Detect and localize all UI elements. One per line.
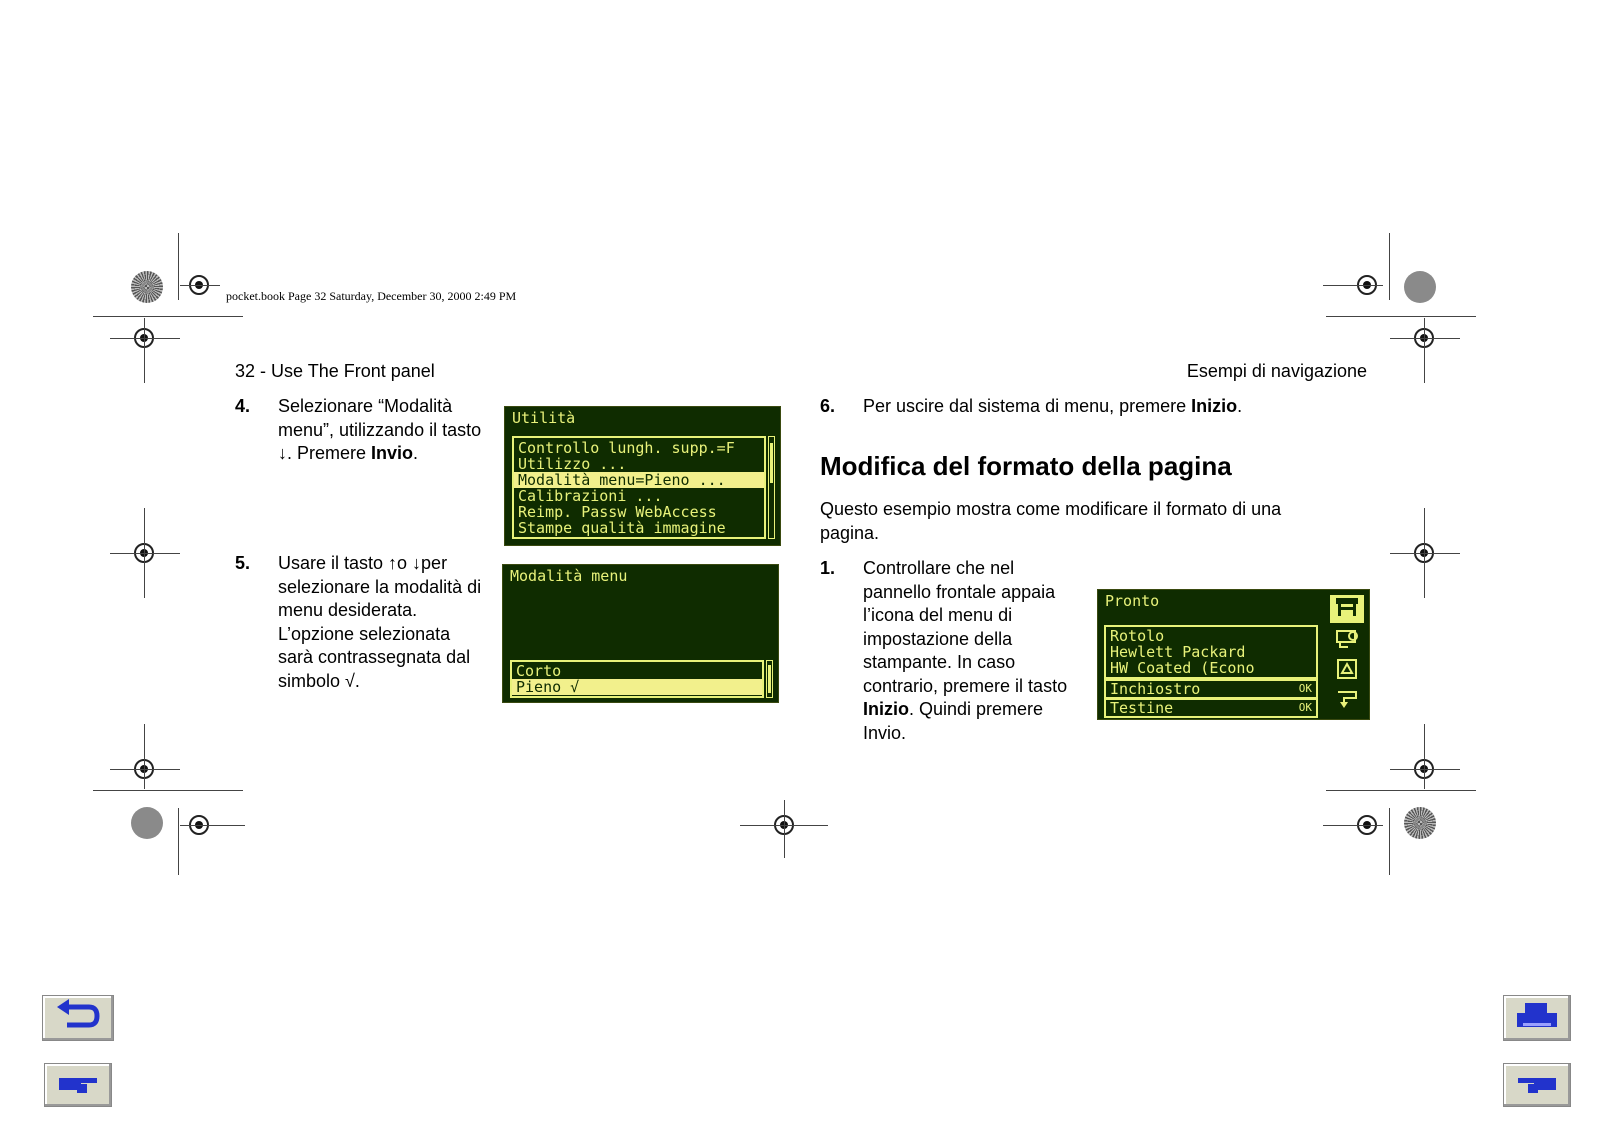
lcd-scrollbar <box>768 436 775 539</box>
step-text <box>278 395 493 466</box>
status-value: OK <box>1298 701 1312 714</box>
status-label: Inchiostro <box>1110 681 1201 697</box>
lcd-status-ink <box>1104 679 1318 699</box>
lcd-menu-list <box>510 660 764 698</box>
status-value: OK <box>1298 682 1312 695</box>
lcd-status-heads <box>1104 698 1318 718</box>
print-button[interactable] <box>1503 995 1571 1041</box>
step-text-part: Selezionare “Modalità menu”, utilizzando il tasto ↓. Premere <box>278 396 482 463</box>
lcd-menu-item: Utilizzo ... <box>518 456 627 472</box>
page-header-left: 32 - Use The Front panel <box>235 361 435 381</box>
step-text-part: . Quindi premere Invio. <box>863 699 1044 743</box>
lcd-info-line: HW Coated (Econo <box>1110 660 1255 676</box>
page-header-right: Esempi di navigazione <box>1186 361 1367 381</box>
lcd-scrollbar <box>766 660 773 698</box>
lcd-menu-item-selected: Pieno √ <box>512 679 762 695</box>
step-text-part: Controllare che nel pannello frontale appaia l’icona del menu di impostazione della stampante. In caso contrario, premere il tasto <box>863 558 1068 696</box>
step-text-bold: Invio <box>371 443 414 463</box>
lcd-info-line: Hewlett Packard <box>1110 644 1246 660</box>
lcd-menu-item: Corto <box>516 663 562 679</box>
lcd-menu-list <box>512 436 766 539</box>
lcd-menu-item: Controllo lungh. supp.=F <box>518 440 735 456</box>
step-text-part: Per uscire dal sistema di menu, premere <box>863 396 1192 416</box>
step-number: 4. <box>235 396 251 416</box>
step-number: 5. <box>235 553 251 573</box>
output-icon <box>1330 688 1364 716</box>
previous-page-button[interactable] <box>1503 1063 1571 1107</box>
lcd-title: Utilità <box>512 409 576 427</box>
step-text-bold: Inizio <box>1191 396 1238 416</box>
lcd-menu-item: Calibrazioni ... <box>518 488 663 504</box>
section-title: Modifica del formato della pagina <box>820 451 1232 481</box>
pointing-hand-left-icon <box>1514 1070 1560 1101</box>
step-text-part: . <box>1237 396 1243 416</box>
ink-icon <box>1330 657 1364 685</box>
back-button[interactable] <box>42 995 114 1041</box>
step-text <box>863 557 1081 745</box>
lcd-menu-item-selected: Modalità menu=Pieno ... <box>514 472 764 488</box>
lcd-title: Modalità menu <box>510 567 628 585</box>
lcd-menu-item: Stampe qualità immagine <box>518 520 726 536</box>
step-text <box>863 395 1383 419</box>
step-number: 6. <box>820 396 836 416</box>
status-label: Testine <box>1110 700 1174 716</box>
step-text-bold: Inizio <box>863 699 909 719</box>
lcd-menu-item: Reimp. Passw WebAccess <box>518 504 717 520</box>
lcd-media-info <box>1104 625 1318 679</box>
lcd-modalita-panel <box>503 565 778 702</box>
return-arrow-icon <box>53 999 103 1038</box>
lcd-pronto-panel <box>1098 590 1369 719</box>
step-text-part: . <box>413 443 419 463</box>
roll-icon <box>1330 626 1364 654</box>
next-page-button[interactable] <box>44 1063 112 1107</box>
page-slug: pocket.book Page 32 Saturday, December 30, 2000 2:49 PM <box>226 289 517 303</box>
lcd-title: Pronto <box>1105 592 1160 610</box>
lcd-info-line: Rotolo <box>1110 628 1165 644</box>
step-text-part: Usare il tasto ↑o ↓per selezionare la modalità di menu desiderata. L’opzione selezionata sarà contrassegnata dal simbolo √. <box>278 553 482 691</box>
lcd-icon-column <box>1330 595 1364 714</box>
printer-icon <box>1330 595 1364 623</box>
step-text <box>278 552 490 693</box>
intro-paragraph: Questo esempio mostra come modificare il formato di una pagina. <box>820 499 1282 543</box>
step-number: 1. <box>820 558 836 578</box>
printer-icon <box>1515 1001 1559 1036</box>
pointing-hand-right-icon <box>55 1070 101 1101</box>
lcd-utilita-panel <box>505 407 780 545</box>
